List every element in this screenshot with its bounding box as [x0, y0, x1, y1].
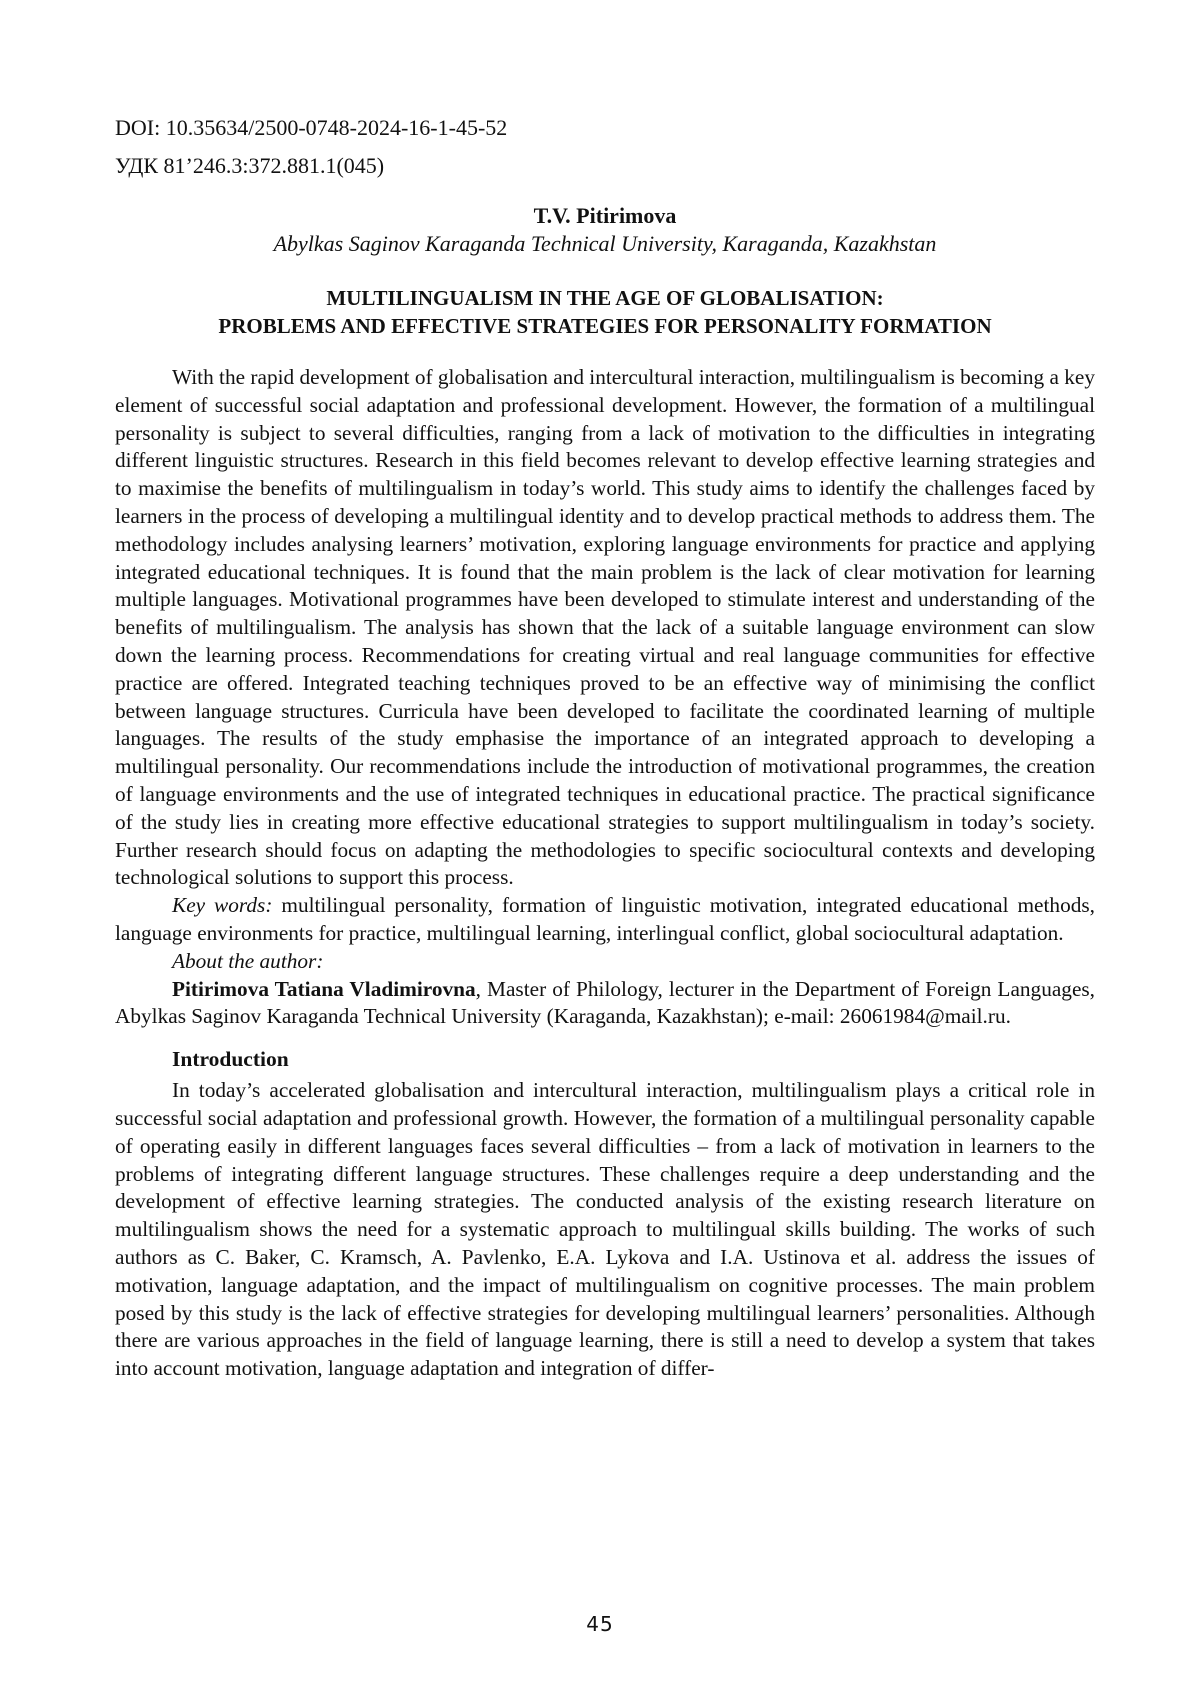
paper-title [115, 284, 1095, 340]
keywords-text: multilingual personality, formation of linguistic motivation, integrated educational methods, language environments for practice, multilingual learning, interlingual conflict, global sociocultural adaptation. [115, 893, 1095, 945]
about-label-paragraph [115, 948, 1095, 976]
introduction-heading: Introduction [172, 1047, 289, 1072]
about-author-paragraph [115, 976, 1095, 1032]
paper-page [115, 112, 1095, 1383]
title-line-1: MULTILINGUALISM IN THE AGE OF GLOBALISATION: [326, 286, 884, 310]
keywords-paragraph [115, 892, 1095, 948]
introduction-paragraph: In today’s accelerated globalisation and intercultural interaction, multilingualism plays a critical role in successful social adaptation and professional growth. However, the formation of a multilingual personality capable of operating easily in different languages faces several difficulties – from a lack of motivation in learners to the problems of integrating different language structures. These challenges require a deep understanding and the development of effective learning strategies. The conducted analysis of the existing research literature on multilingualism shows the need for a systematic approach to multilingual skills building. The works of such authors as C. Baker, C. Kramsch, A. Pavlenko, E.A. Lykova and I.A. Ustinova et al. address the issues of motivation, language adaptation, and the impact of multilingualism on cognitive processes. The main problem posed by this study is the lack of effective strategies for developing multilingual learners’ personalities. Although there are various approaches in the field of language learning, there is still a need to develop a system that takes into account motivation, language adaptation and integration of differ- [115, 1078, 1095, 1381]
keywords-label: Key words: [172, 893, 273, 918]
page-number: 45 [586, 1612, 614, 1636]
abstract-paragraph: With the rapid development of globalisation and intercultural interaction, multilingualism is becoming a key element of successful social adaptation and professional development. However, the formation of a multilingual personality is subject to several difficulties, ranging from a lack of motivation to the difficulties in integrating different linguistic structures. Research in this field becomes relevant to develop effective learning strategies and to maximise the benefits of multilingualism in today’s world. This study aims to identify the challenges faced by learners in the process of developing a multilingual identity and to develop practical methods to address them. The methodology includes analysing learners’ motivation, exploring language environments for practice and applying integrated educational techniques. It is found that the main problem is the lack of clear motivation for learning multiple languages. Motivational programmes have been developed to stimulate interest and understanding of the benefits of multilingualism. The analysis has shown that the lack of a suitable language environment can slow down the learning process. Recommendations for creating virtual and real language communities for effective practice are offered. Integrated teaching techniques proved to be an effective way of minimising the conflict between language structures. Curricula have been developed to facilitate the coordinated learning of multiple languages. The results of the study emphasise the importance of an integrated approach to developing a multilingual personality. Our recommendations include the introduction of motivational programmes, the creation of language environments and the use of integrated techniques in educational practice. The practical significance of the study lies in creating more effective educational strategies to support multilingualism in today’s society. Further research should focus on adapting the methodologies to specific sociocultural contexts and developing technological solutions to support this process. [115, 365, 1095, 890]
about-author-label: About the author: [172, 948, 324, 973]
about-author-name: Pitirimova Tatiana Vladimirovna [172, 976, 476, 1001]
author-affiliation: Abylkas Saginov Karaganda Technical University, Karaganda, Kazakhstan [273, 231, 937, 256]
about-author-text: , Master of Philology, lecturer in the Department of Foreign Languages, Abylkas Saginov Karaganda Technical University (Karaganda, Kazakhstan); e-mail: 26061984@mail.ru. [115, 976, 1096, 1029]
doi-line: DOI: 10.35634/2500-0748-2024-16-1-45-52 [115, 115, 508, 140]
author-name: T.V. Pitirimova [533, 203, 677, 228]
udk-line: УДК 81’246.3:372.881.1(045) [115, 153, 385, 178]
title-line-2: PROBLEMS AND EFFECTIVE STRATEGIES FOR PERSONALITY FORMATION [218, 314, 992, 338]
